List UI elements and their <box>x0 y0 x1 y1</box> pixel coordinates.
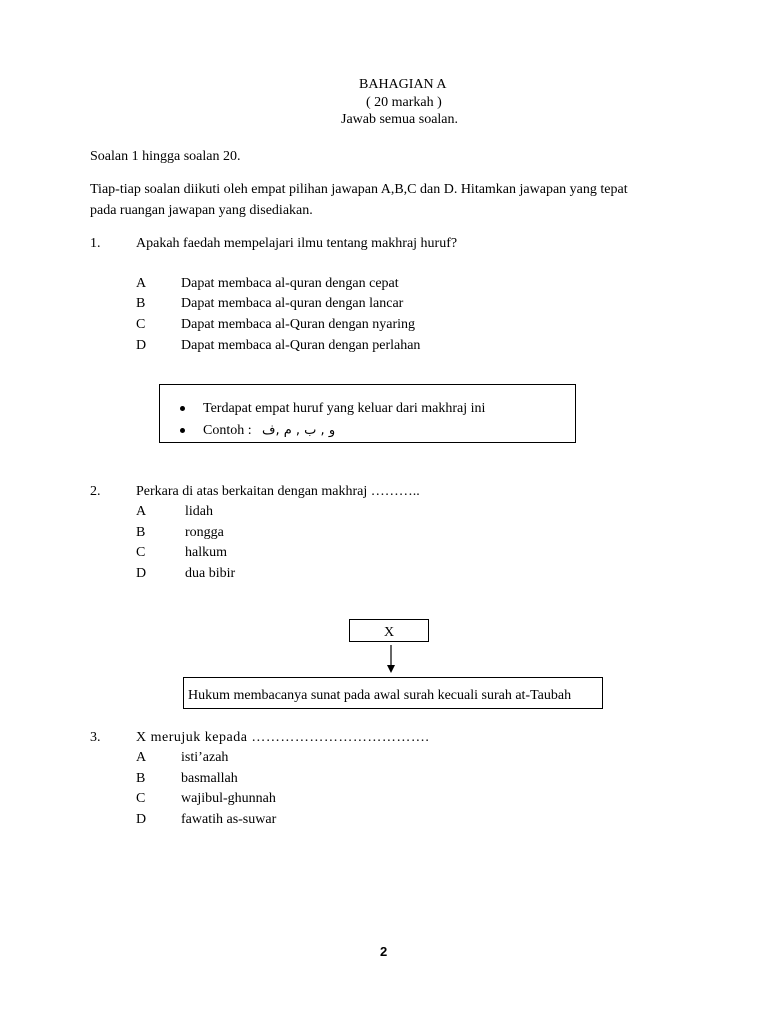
question-range: Soalan 1 hingga soalan 20. <box>90 149 241 164</box>
q2-option-b-letter: B <box>136 525 146 540</box>
instructions-line-2: pada ruangan jawapan yang disediakan. <box>90 203 313 218</box>
result-text: Hukum membacanya sunat pada awal surah kecuali surah at-Taubah <box>188 688 572 703</box>
question-1-number: 1. <box>90 236 101 251</box>
q3-option-d-letter: D <box>136 812 147 827</box>
q1-option-c-text: Dapat membaca al-Quran dengan nyaring <box>181 317 416 332</box>
section-title: BAHAGIAN A <box>359 77 447 92</box>
question-3-number: 3. <box>90 730 101 745</box>
q1-option-d-letter: D <box>136 338 147 353</box>
q2-option-b-text: rongga <box>185 525 224 540</box>
q1-option-a-letter: A <box>136 276 147 291</box>
q2-option-d-text: dua bibir <box>185 566 236 581</box>
page-number: 2 <box>380 944 388 959</box>
q3-option-c-text: wajibul-ghunnah <box>181 791 276 806</box>
bullet-1 <box>180 406 185 411</box>
q3-option-d-text: fawatih as-suwar <box>181 812 277 827</box>
section-marks: ( 20 markah ) <box>366 95 442 110</box>
q2-option-c-text: halkum <box>185 545 227 560</box>
instructions-line-1: Tiap-tiap soalan diikuti oleh empat pilihan jawapan A,B,C dan D. Hitamkan jawapan yang tepat <box>90 182 628 197</box>
q3-option-b-letter: B <box>136 771 146 786</box>
info-point-2-arabic: و , ب , م ,ف <box>262 423 336 438</box>
q1-option-b-letter: B <box>136 296 146 311</box>
info-point-1: Terdapat empat huruf yang keluar dari makhraj ini <box>203 401 486 416</box>
q1-option-b-text: Dapat membaca al-quran dengan lancar <box>181 296 404 311</box>
section-instruction: Jawab semua soalan. <box>341 112 459 127</box>
q2-option-a-text: lidah <box>185 504 213 519</box>
q1-option-a-text: Dapat membaca al-quran dengan cepat <box>181 276 399 291</box>
bullet-2 <box>180 428 185 433</box>
q3-option-c-letter: C <box>136 791 146 806</box>
info-point-2-label: Contoh : <box>203 423 252 438</box>
q3-option-a-letter: A <box>136 750 147 765</box>
q1-option-c-letter: C <box>136 317 146 332</box>
q3-option-b-text: basmallah <box>181 771 238 786</box>
question-1-text: Apakah faedah mempelajari ilmu tentang makhraj huruf? <box>136 236 458 251</box>
question-2-text: Perkara di atas berkaitan dengan makhraj ……….. <box>136 484 420 499</box>
q2-option-d-letter: D <box>136 566 147 581</box>
x-label: X <box>384 625 395 640</box>
q2-option-c-letter: C <box>136 545 146 560</box>
down-arrow-icon <box>384 645 398 675</box>
question-3-text: X merujuk kepada ………………………………. <box>136 730 430 745</box>
q1-option-d-text: Dapat membaca al-Quran dengan perlahan <box>181 338 421 353</box>
q2-option-a-letter: A <box>136 504 147 519</box>
question-2-number: 2. <box>90 484 101 499</box>
q3-option-a-text: isti’azah <box>181 750 229 765</box>
